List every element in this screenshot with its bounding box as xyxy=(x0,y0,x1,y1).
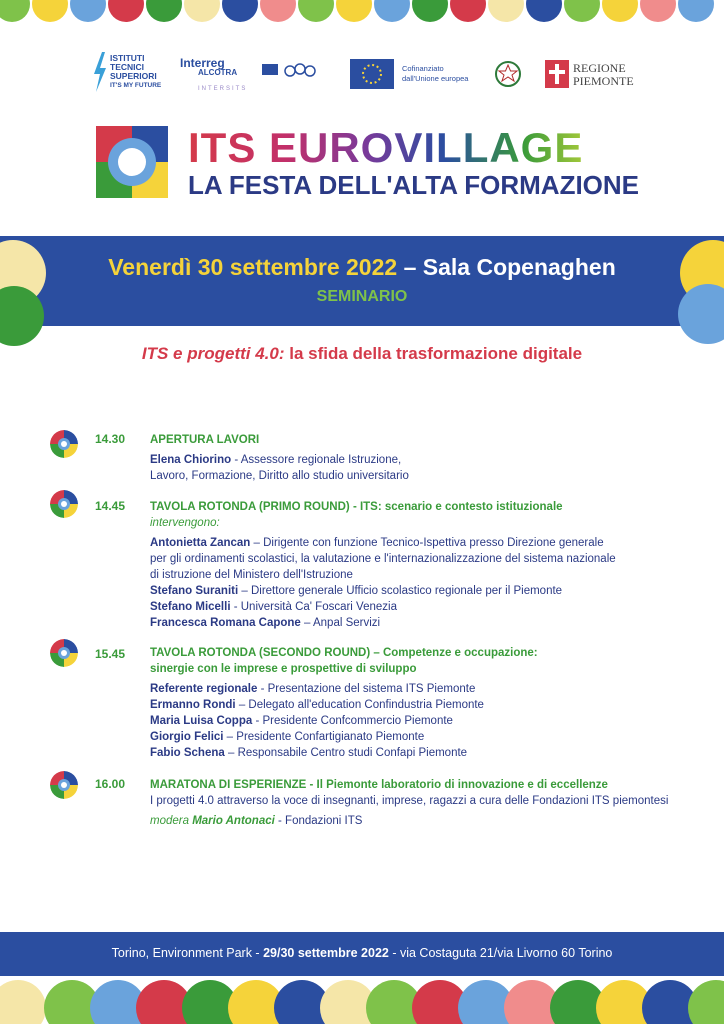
speaker-role: - Presidente Confcommercio Piemonte xyxy=(252,715,453,727)
deco-circle xyxy=(688,980,724,1024)
program-line xyxy=(150,713,710,729)
deco-circle xyxy=(70,0,106,22)
program-heading: MARATONA DI ESPERIENZE - Il Piemonte laboratorio di innovazione e di eccellenze xyxy=(150,779,608,791)
program-heading-continued: sinergie con le imprese e prospettive di sviluppo xyxy=(150,663,417,675)
deco-circle xyxy=(564,0,600,22)
program-heading: APERTURA LAVORI xyxy=(150,434,260,446)
speaker-name: Francesca Romana Capone xyxy=(150,617,301,629)
program-line xyxy=(150,729,710,745)
program-line xyxy=(150,599,710,615)
interreg-logo xyxy=(180,58,320,94)
program-time: 16.00 xyxy=(95,777,126,791)
top-decorative-band xyxy=(0,0,724,26)
program-body xyxy=(150,777,710,829)
speaker-role: – Direttore generale Ufficio scolastico regionale per il Piemonte xyxy=(238,585,563,597)
deco-circle xyxy=(450,0,486,22)
program-line xyxy=(150,452,710,468)
seminar-theme-rest: la sfida della trasformazione digitale xyxy=(284,344,583,363)
speaker-role: - Presentazione del sistema ITS Piemonte xyxy=(257,683,476,695)
program-heading: TAVOLA ROTONDA (SECONDO ROUND) – Competenze e occupazione: xyxy=(150,647,538,659)
its-logo-line: ISTITUTI xyxy=(110,53,145,63)
program-line xyxy=(150,567,710,583)
moderator-name: Mario Antonaci xyxy=(192,815,275,827)
seminar-theme-italic: ITS e progetti 4.0: xyxy=(141,344,285,363)
regione-text: REGIONE xyxy=(573,61,626,75)
program-moderator xyxy=(150,813,710,829)
program-body xyxy=(150,432,710,484)
moderator-prefix: modera xyxy=(150,815,193,827)
date-banner xyxy=(0,236,724,326)
event-subtitle: LA FESTA DELL'ALTA FORMAZIONE xyxy=(188,170,640,200)
program-line xyxy=(150,583,710,599)
program-item xyxy=(50,430,710,484)
interreg-name: Interreg xyxy=(180,56,225,70)
deco-circle xyxy=(222,0,258,22)
deco-circle xyxy=(184,0,220,22)
interreg-project: INTERSITS xyxy=(198,86,248,92)
eu-text-line: Cofinanziato xyxy=(402,64,444,73)
program-bullet-icon xyxy=(50,771,78,799)
event-title-text: ITS EUROVILLAGE xyxy=(188,124,584,171)
speaker-role: – Responsabile Centro studi Confapi Piemonte xyxy=(224,747,468,759)
program-description: I progetti 4.0 attraverso la voce di insegnanti, imprese, ragazzi a cura delle Fondazioni ITS piemontesi xyxy=(150,795,669,807)
deco-circle xyxy=(412,0,448,22)
program-body xyxy=(150,645,710,761)
deco-circle xyxy=(526,0,562,22)
program-line xyxy=(150,615,710,631)
speaker-role: – Presidente Confartigianato Piemonte xyxy=(223,731,425,743)
event-venue: – Sala Copenaghen xyxy=(397,254,616,280)
program-line xyxy=(150,551,710,567)
regione-shield-icon xyxy=(545,60,569,88)
speaker-role: – Delegato all'education Confindustria Piemonte xyxy=(235,699,484,711)
interreg-program: ALCOTRA xyxy=(198,68,238,77)
footer-location: Torino, Environment Park - xyxy=(111,946,264,960)
speaker-name: Antonietta Zancan xyxy=(150,537,251,549)
its-logo-line: TECNICI xyxy=(110,62,144,72)
deco-circle xyxy=(32,0,68,22)
program-line xyxy=(150,697,710,713)
partner-logos xyxy=(0,52,724,104)
program-bullet-icon xyxy=(50,490,78,518)
regione-text: PIEMONTE xyxy=(573,74,634,88)
program-item xyxy=(50,490,710,630)
its-logo-line: SUPERIORI xyxy=(110,71,157,81)
lightning-icon xyxy=(92,52,108,92)
speaker-role: - Assessore regionale Istruzione, xyxy=(231,454,402,466)
program-bullet-icon xyxy=(50,430,78,458)
program-time: 14.45 xyxy=(95,499,126,513)
event-title-block xyxy=(96,124,656,204)
program-item xyxy=(50,639,710,763)
eurovillage-logo-icon xyxy=(96,126,168,198)
speaker-name: Maria Luisa Coppa xyxy=(150,715,253,727)
event-title xyxy=(188,124,583,172)
speaker-name: Elena Chiorino xyxy=(150,454,232,466)
footer-dates: 29/30 settembre 2022 xyxy=(263,946,389,960)
people-group-icon xyxy=(282,62,318,80)
footer-venue-text xyxy=(0,946,724,960)
speaker-role: di istruzione del Ministero dell'Istruzione xyxy=(150,569,353,581)
eu-flag-icon xyxy=(350,59,394,89)
speaker-name: Ermanno Rondi xyxy=(150,699,236,711)
program-body xyxy=(150,499,710,631)
program-item xyxy=(50,771,710,835)
speaker-role: - Università Ca' Foscari Venezia xyxy=(230,601,397,613)
deco-circle xyxy=(488,0,524,22)
eu-stars-icon xyxy=(350,59,394,89)
eu-text-line: dall'Unione europea xyxy=(402,74,469,83)
deco-circle xyxy=(146,0,182,22)
deco-circle xyxy=(602,0,638,22)
deco-circle xyxy=(260,0,296,22)
event-type: SEMINARIO xyxy=(316,288,408,305)
deco-circle xyxy=(108,0,144,22)
program-line xyxy=(150,745,710,761)
event-date-line xyxy=(0,254,724,281)
deco-circle xyxy=(0,980,46,1024)
speaker-name: Fabio Schena xyxy=(150,747,225,759)
speaker-role: – Anpal Servizi xyxy=(300,617,381,629)
program-time: 15.45 xyxy=(95,647,126,661)
deco-circle xyxy=(0,0,30,22)
program-heading: TAVOLA ROTONDA (PRIMO ROUND) - ITS: scenario e contesto istituzionale xyxy=(150,501,563,513)
deco-circle xyxy=(678,0,714,22)
moderator-affiliation: - Fondazioni ITS xyxy=(274,815,363,827)
speaker-role: Lavoro, Formazione, Diritto allo studio universitario xyxy=(150,470,409,482)
deco-circle xyxy=(374,0,410,22)
program-line xyxy=(150,535,710,551)
bottom-decorative-band xyxy=(0,976,724,1024)
deco-circle xyxy=(298,0,334,22)
footer-address: - via Costaguta 21/via Livorno 60 Torino xyxy=(388,946,613,960)
eu-flag-icon xyxy=(262,64,278,75)
program-bullet-icon xyxy=(50,639,78,667)
speaker-name: Stefano Micelli xyxy=(150,601,231,613)
event-date: Venerdì 30 settembre 2022 xyxy=(108,254,398,280)
seminar-theme xyxy=(0,344,724,364)
deco-circle xyxy=(640,0,676,22)
program-intro: intervengono: xyxy=(150,517,220,529)
speaker-name: Referente regionale xyxy=(150,683,258,695)
italian-republic-emblem-icon xyxy=(494,58,522,90)
speaker-name: Stefano Suraniti xyxy=(150,585,239,597)
program-time: 14.30 xyxy=(95,432,126,446)
speaker-name: Giorgio Felici xyxy=(150,731,224,743)
footer-banner xyxy=(0,932,724,976)
deco-circle xyxy=(336,0,372,22)
speaker-role: per gli ordinamenti scolastici, la valutazione e l'internazionalizzazione del sistema nazionale xyxy=(150,553,616,565)
program-line xyxy=(150,681,710,697)
its-logo-tagline: IT'S MY FUTURE xyxy=(110,82,162,89)
program-line xyxy=(150,468,710,484)
speaker-role: – Dirigente con funzione Tecnico-Ispettiva presso Direzione generale xyxy=(250,537,604,549)
